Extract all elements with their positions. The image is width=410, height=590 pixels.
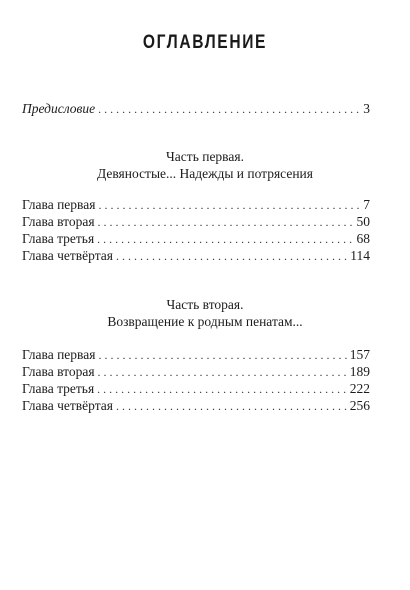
toc-entry-label: Глава третья [22,381,95,396]
toc-entry [22,247,370,265]
dot-leader [98,214,354,231]
toc-entry-label: Глава первая [22,197,96,212]
toc-entry [22,346,370,364]
dot-leader [98,347,346,364]
toc-entry-page: 189 [349,364,370,379]
toc-entry-page: 222 [349,381,370,396]
toc-entry-preface [22,100,370,118]
toc-entry [22,397,370,415]
part-1-heading: Часть первая. [166,149,244,164]
toc-entry-label: Глава третья [22,231,95,246]
dot-leader [98,364,347,381]
toc-entry-page: 3 [363,101,370,116]
toc-entry [22,213,370,231]
toc-entry [22,196,370,214]
dot-leader [97,231,353,248]
toc-entry-label: Глава вторая [22,214,95,229]
toc-entry-page: 157 [349,347,370,362]
toc-entry [22,363,370,381]
toc-entry-label: Предисловие [22,101,96,116]
toc-entry-page: 114 [350,248,370,263]
toc-entry [22,380,370,398]
dot-leader [98,197,360,214]
toc-entry-label: Глава первая [22,347,96,362]
dot-leader [97,381,347,398]
dot-leader [98,101,360,118]
toc-entry-page: 50 [356,214,370,229]
toc-entry-page: 68 [356,231,370,246]
page-title: ОГЛАВЛЕНИЕ [142,32,268,53]
toc-entry-page: 7 [363,197,370,212]
toc-entry [22,230,370,248]
toc-entry-label: Глава четвёртая [22,398,113,413]
toc-entry-page: 256 [349,398,370,413]
dot-leader [116,398,347,415]
toc-entry-label: Глава четвёртая [22,248,113,263]
dot-leader [116,248,347,265]
toc-entry-label: Глава вторая [22,364,95,379]
part-1-subtitle: Девяностые... Надежды и потрясения [96,166,313,181]
part-2-subtitle: Возвращение к родным пенатам... [107,314,303,329]
part-2-heading: Часть вторая. [166,297,244,312]
